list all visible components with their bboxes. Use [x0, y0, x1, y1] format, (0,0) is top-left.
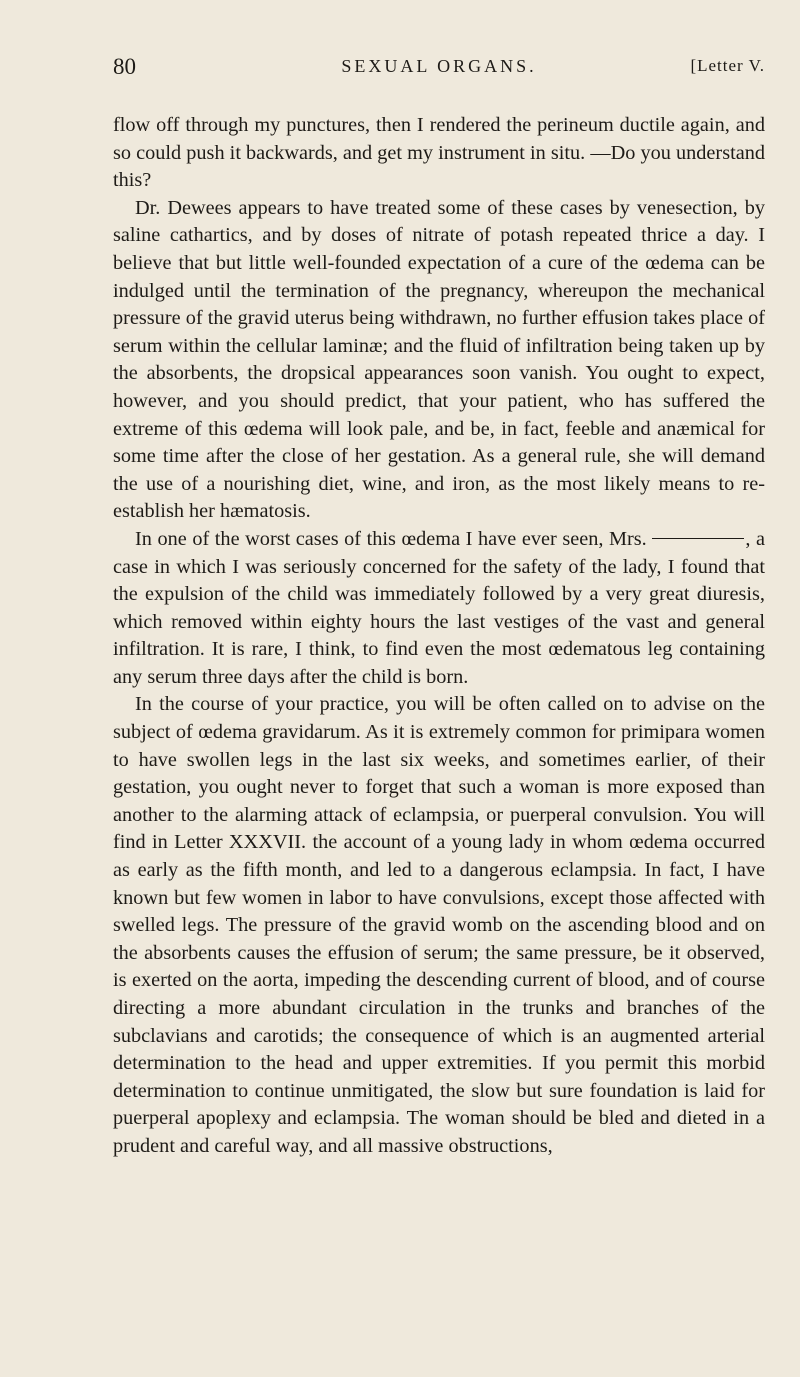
paragraph-text-before: In one of the worst cases of this œdema I have ever seen, Mrs.	[135, 527, 647, 550]
paragraph-continuation: flow off through my punctures, then I rendered the perineum ductile again, and so could push it backwards, and get my instrument in situ. —Do you understand this?	[113, 114, 765, 192]
page-number: 80	[113, 54, 136, 79]
paragraph-oedema-gravidarum: In the course of your practice, you will be often called on to advise on the subject of œdema gravidarum. As it is extremely common for primipara women to have swollen legs in the last six weeks, and sometimes earlier, of their gestation, you ought never to forget that such a woman is more exposed than another to the alarming attack of eclampsia, or puerperal convulsion. You will find in Letter XXXVII. the account of a young lady in whom œdema occurred as early as the fifth month, and led to a dangerous eclampsia. In fact, I have known but few women in labor to have convulsions, except those affected with swelled legs. The pressure of the gravid womb on the ascending blood and on the absorbents causes the effusion of serum; the same pressure, be it observed, is exerted on the aorta, impeding the descending current of blood, and of course directing a more abundant circulation in the trunks and branches of the subclavians and carotids; the consequence of which is an augmented arterial determination to the head and upper extremities. If you permit this morbid determination to continue unmitigated, the slow but sure foundation is laid for puerperal apoplexy and eclampsia. The woman should be bled and dieted in a prudent and careful way, and all massive obstructions,	[113, 693, 765, 1157]
running-head	[113, 54, 765, 88]
letter-reference: [Letter V.	[690, 56, 765, 75]
section-title: SEXUAL ORGANS.	[341, 56, 537, 76]
paragraph-text-after: , a case in which I was seriously concerned for the safety of the lady, I found that the expulsion of the child was immediately followed by a very great diuresis, which removed within eighty hours the last vestiges of the vast and general infiltration. It is rare, I think, to find even the most œdematous leg containing any serum three days after the child is born.	[113, 527, 765, 688]
name-omission-dash	[652, 538, 744, 539]
paragraph-dewees-treatment: Dr. Dewees appears to have treated some of these cases by venesection, by saline cathartics, and by doses of nitrate of potash repeated thrice a day. I believe that but little well-founded expectation of a cure of the œdema can be indulged until the termination of the pregnancy, whereupon the mechanical pressure of the gravid uterus being withdrawn, no further effusion takes place of serum within the cellular laminæ; and the fluid of infiltration being taken up by the absorbents, the dropsical appearances soon vanish. You ought to expect, however, and you should predict, that your patient, who has suffered the extreme of this œdema will look pale, and be, in fact, feeble and anæmical for some time after the close of her gestation. As a general rule, she will demand the use of a nourishing diet, wine, and iron, as the most likely means to re-establish her hæmatosis.	[113, 196, 765, 523]
body-text	[113, 112, 765, 1161]
paragraph-worst-case	[113, 526, 765, 692]
